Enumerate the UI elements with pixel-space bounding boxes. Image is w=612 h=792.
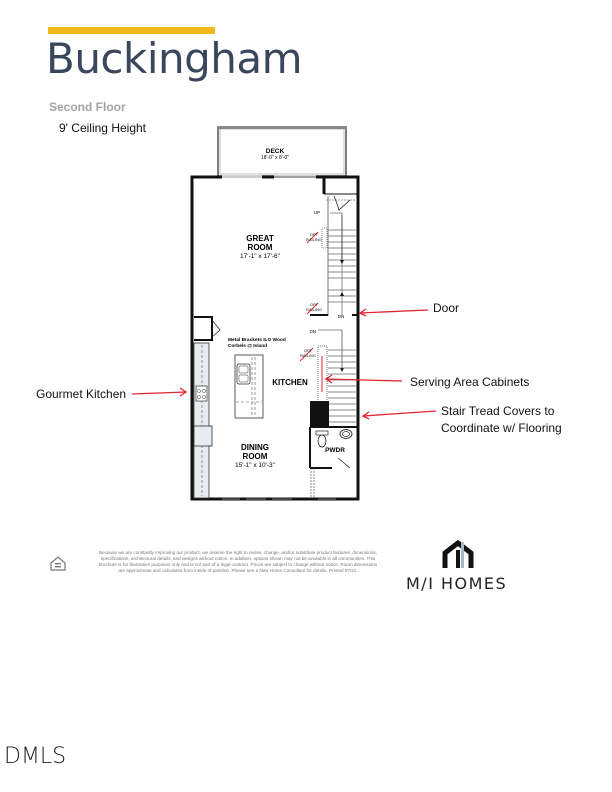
dining-dimensions: 15'-1" x 10'-3" xyxy=(235,462,275,469)
ceiling-height-note: 9' Ceiling Height xyxy=(59,121,147,135)
svg-text:RAILING: RAILING xyxy=(299,353,317,358)
deck-dimensions: 18'-0" x 8'-0" xyxy=(261,155,289,161)
svg-text:RAILING: RAILING xyxy=(305,307,323,312)
dining-label-2: ROOM xyxy=(242,452,268,461)
callout-serving-cabinets: Serving Area Cabinets xyxy=(410,375,530,389)
callout-stair-tread-1: Stair Tread Covers to xyxy=(441,404,555,418)
callout-gourmet-kitchen: Gourmet Kitchen xyxy=(36,387,127,401)
equal-housing-opportunity-icon xyxy=(49,555,67,573)
svg-text:OPT: OPT xyxy=(309,302,319,307)
callout-door: Door xyxy=(433,301,460,315)
svg-text:OPT: OPT xyxy=(303,348,313,353)
svg-text:DN: DN xyxy=(337,314,345,319)
island-note-2: Corbels @ Island xyxy=(228,344,268,349)
stair-up-label: UP xyxy=(313,210,320,215)
powder-room-label: PWDR xyxy=(325,447,345,454)
kitchen-label: KITCHEN xyxy=(272,378,308,387)
brand-name: M/I HOMES xyxy=(406,574,508,593)
legal-disclaimer: Because we are constantly improving our product, we reserve the right to revise, change, and/or substitute product features, dimensions, specifications, architectural details, and designs without notice. In addition, options shown may not be available in all communities. This brochure is for illustration purposes only and is not part of a legal contract. Prices are subject to change without notice. Room dimensions are approximate and calculated from inside of partition. Please see a New Home Consultant for details. Printed 07/21. xyxy=(98,550,378,573)
callout-stair-tread-2: Coordinate w/ Flooring xyxy=(441,421,562,435)
floor-label: Second Floor xyxy=(49,100,126,114)
great-room-label-1: GREAT xyxy=(246,234,274,243)
island-note-1: Metal Brackets ILO Wood xyxy=(228,338,286,343)
deck-label: DECK xyxy=(265,148,285,155)
great-room-label-2: ROOM xyxy=(247,243,273,252)
page-title: Buckingham xyxy=(46,34,303,83)
svg-text:RAILING: RAILING xyxy=(305,237,323,242)
great-room-dimensions: 17'-1" x 17'-6" xyxy=(240,253,280,260)
svg-text:DN: DN xyxy=(309,329,316,334)
mi-homes-logo-icon xyxy=(442,540,478,570)
dining-label-1: DINING xyxy=(241,443,269,452)
svg-text:OPT: OPT xyxy=(309,232,319,237)
watermark: DMLS xyxy=(4,744,67,769)
